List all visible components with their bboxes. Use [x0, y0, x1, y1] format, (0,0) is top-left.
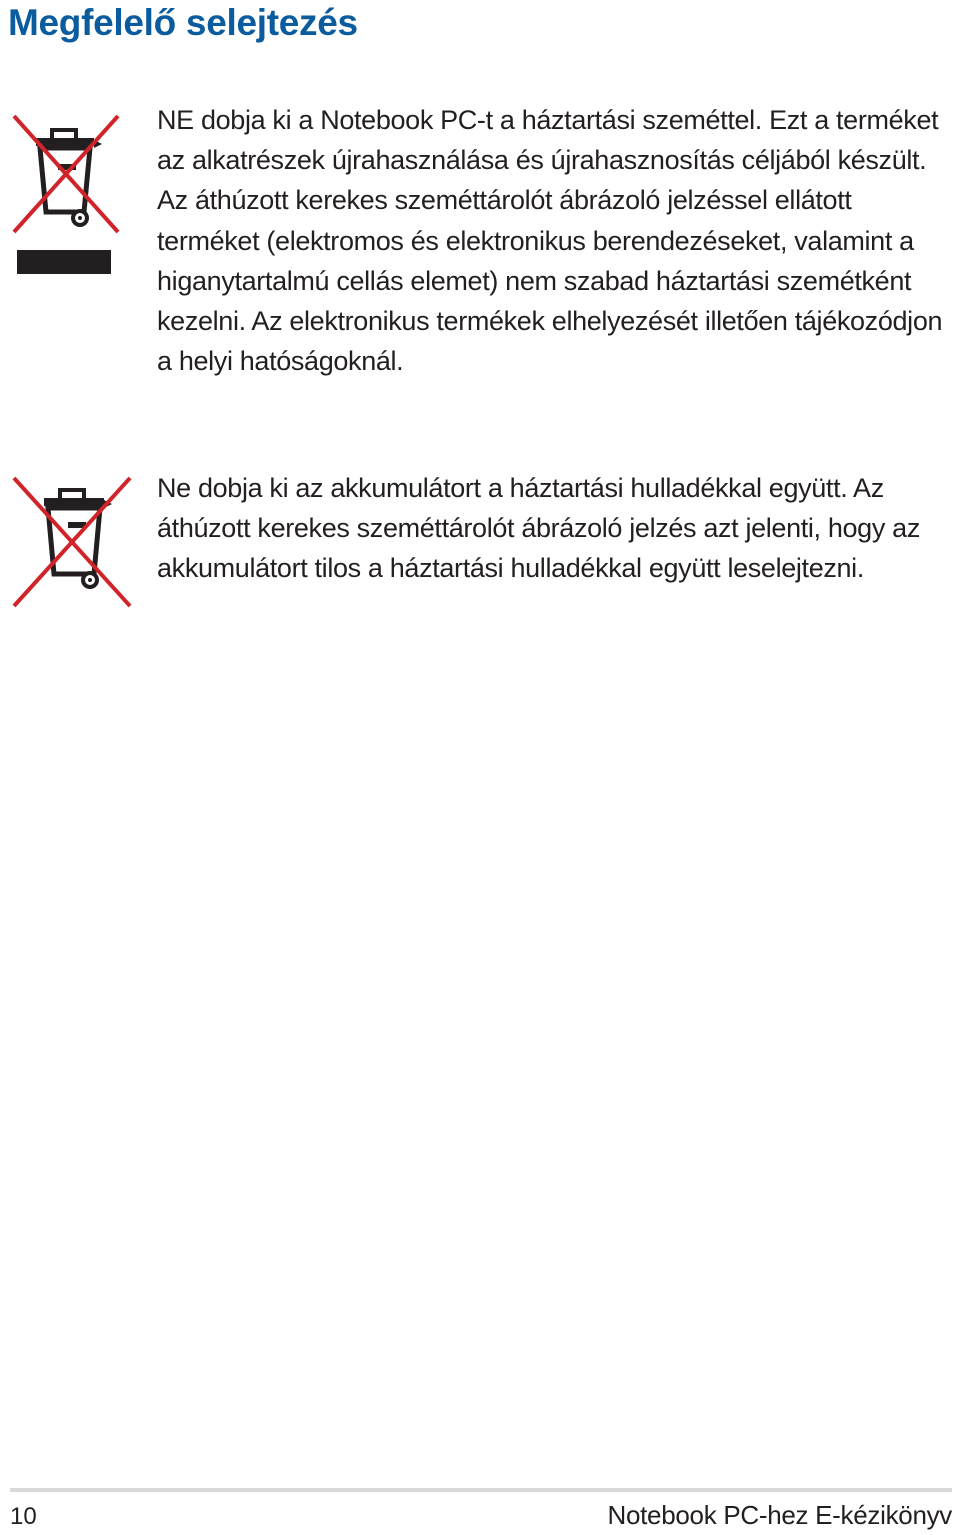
page-title: Megfelelő selejtezés [8, 2, 358, 43]
weee-disposal-section [0, 100, 960, 420]
crossed-out-wheelie-bin-with-bar-icon [10, 110, 122, 285]
weee-disposal-text: NE dobja ki a Notebook PC-t a háztartási szeméttel. Ezt a terméket az alkatrészek újrahasználása és újrahasznosítás céljából készült. Az áthúzott kerekes szeméttárolót ábrázoló jelzéssel ellátott terméket (elektromos és elektronikus berendezéseket, valamint a higanytartalmú cellás elemet) nem szabad háztartási szemétként kezelni. Az elektronikus termékek elhelyezését illetően tájékozódjon a helyi hatóságoknál. [157, 105, 943, 377]
footer-document-title: Notebook PC-hez E-kézikönyv [607, 1500, 952, 1530]
page-number: 10 [10, 1503, 37, 1530]
crossed-out-wheelie-bin-icon [12, 470, 124, 615]
footer-divider [10, 1488, 952, 1492]
battery-disposal-text: Ne dobja ki az akkumulátort a háztartási hulladékkal együtt. Az áthúzott kerekes szeméttárolót ábrázoló jelzés azt jelenti, hogy az akkumulátort tilos a háztartási hulladékkal együtt leselejtezni. [157, 473, 920, 584]
battery-disposal-section [0, 468, 960, 638]
